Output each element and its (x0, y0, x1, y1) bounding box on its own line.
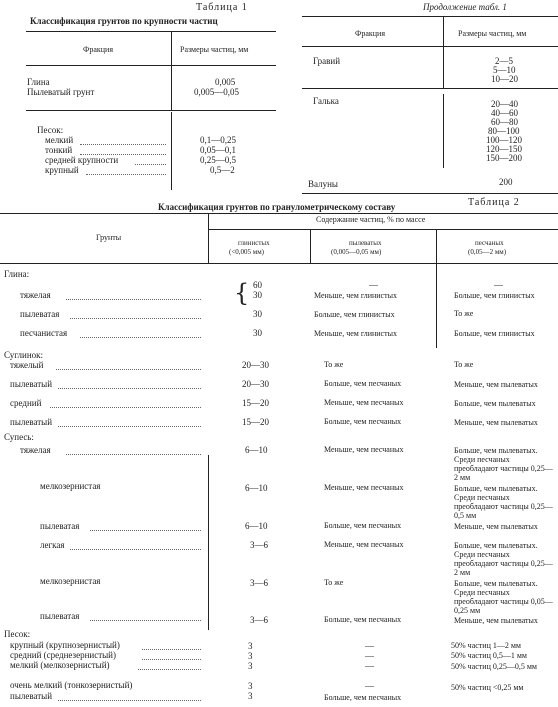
silt-value: Меньше, чем песчаных (324, 540, 404, 549)
sand-value: — (494, 280, 503, 290)
cont-row-size: 80—100 (488, 126, 520, 136)
group-label: Глина: (4, 269, 30, 279)
sand-value: 50% частиц 1—2 мм (451, 641, 521, 650)
table1-row-name: Пылеватый грунт (27, 87, 95, 97)
row-name: мелкозернистая (40, 576, 101, 586)
leader-dots (58, 700, 201, 701)
cont-row-name: Гравий (313, 56, 341, 66)
cont-row-size: 10—20 (491, 74, 518, 84)
clay-value: 3 (248, 661, 253, 671)
cont-rule (302, 88, 558, 89)
clay-value: 15—20 (242, 417, 269, 427)
silt-value: Меньше, чем глинистых (314, 291, 397, 300)
table1-row-size: 0,5—2 (210, 165, 235, 175)
group-label: Суглинок: (4, 350, 44, 360)
table1-row-size: 0,1—0,25 (200, 135, 236, 145)
sand-value: Больше, чем пылеватых. Среди песчаных преобладают частицы 0,25—0,5 мм (454, 484, 553, 520)
table2-sub-sand: песчаных (475, 239, 504, 247)
table1-row-name: Глина (27, 77, 50, 87)
table1-col-divider-a (171, 65, 172, 110)
sand-value: То же (454, 309, 474, 318)
table1-header-rule (26, 65, 276, 66)
cont-row-size: 2—5 (495, 56, 513, 66)
sand-value: Меньше, чем пылеватых (454, 616, 538, 625)
leader-dots (56, 369, 201, 370)
table1-row-name: средней крупности (45, 155, 119, 165)
table2-col-divider (208, 455, 209, 630)
table1-col-divider-b (171, 112, 172, 190)
cont-row-size: 120—150 (486, 144, 522, 154)
group-label: Песок: (4, 629, 31, 639)
clay-value: 3 (248, 651, 253, 661)
clay-value: 20—30 (242, 360, 269, 370)
silt-value: Больше, чем песчаных (324, 417, 402, 426)
leader-dots (58, 388, 201, 389)
cont-row-size: 100—120 (486, 135, 522, 145)
table1-top-rule (26, 31, 276, 32)
clay-value: 20—30 (242, 379, 269, 389)
sand-value: Меньше, чем пылеватых (454, 522, 538, 531)
leader-dots (90, 620, 201, 621)
cont-header-rule (302, 46, 558, 47)
leader-dots (138, 669, 201, 670)
leader-dots (142, 649, 201, 650)
cont-row-name: Валуны (308, 179, 338, 189)
cont-row-size: 150—200 (486, 153, 522, 163)
leader-dots (58, 426, 201, 427)
sand-value: 50% частиц 0,5—1 мм (451, 651, 527, 660)
table1-header-divider (171, 31, 172, 66)
silt-value: Меньше, чем глинистых (314, 329, 397, 338)
row-name: тяжелая (20, 290, 51, 300)
sand-value: То же (454, 360, 474, 369)
silt-value: То же (324, 360, 344, 369)
cont-row-name: Галька (313, 96, 339, 106)
table2-sub-silt: пылеватых (349, 239, 382, 247)
sand-value: Больше, чем глинистых (454, 329, 535, 338)
table2-header-divider-3 (436, 230, 437, 263)
clay-value: 6—10 (245, 445, 268, 455)
clay-value: 6—10 (245, 521, 268, 531)
clay-value: 3 (248, 681, 253, 691)
sand-value: Больше, чем пылеватых. Среди песчаных преобладают частицы 0,05—0,25 мм (454, 579, 553, 615)
table2-sub-sand-range: (0,05—2 мм) (468, 248, 507, 256)
silt-value: Больше, чем глинистых (314, 310, 395, 319)
cont-row-size: 5—10 (493, 65, 516, 75)
table2-sub-clay: глинистых (238, 239, 270, 247)
table1-row-size: 0,005 (215, 77, 236, 87)
silt-value: Больше, чем песчаных (324, 521, 402, 530)
sand-value: 50% частиц <0,25 мм (451, 683, 524, 692)
sand-value: Меньше, чем пылеватых (454, 418, 538, 427)
row-name: пылеватая (20, 309, 60, 319)
silt-value: — (365, 641, 374, 651)
clay-value: 60 (253, 280, 262, 290)
leader-dots (50, 407, 201, 408)
table1-row-size: 0,05—0,1 (200, 145, 236, 155)
silt-value: Больше, чем песчаных (324, 615, 402, 624)
cont-row-size: 20—40 (491, 99, 518, 109)
sand-value: Больше, чем пылеватых. Среди песчаных преобладают частицы 0,25—2 мм (454, 446, 553, 482)
leader-dots (70, 549, 201, 550)
row-name: легкая (40, 540, 65, 550)
table2-header-divider-2 (310, 230, 311, 263)
row-name: очень мелкий (тонкозернистый) (10, 680, 133, 690)
table2-sub-clay-range: (<0,005 мм) (229, 248, 264, 256)
table2-col-divider (436, 263, 437, 348)
silt-value: — (369, 280, 378, 290)
clay-value: 3—6 (250, 540, 268, 550)
silt-value: Меньше, чем песчаных (324, 445, 404, 454)
row-name: пылеватый (10, 379, 53, 389)
table1-group-sand: Песок: (37, 125, 64, 135)
row-name: средний (среднезернистый) (10, 650, 116, 660)
table1-continuation: Продолжение табл. 1 (423, 2, 507, 12)
table1-row-size: 0,005—0,05 (194, 87, 239, 97)
leader-dots (70, 318, 201, 319)
clay-value: 3—6 (250, 615, 268, 625)
sand-value: Меньше, чем пылеватых (454, 380, 538, 389)
cont-col-divider-a (443, 46, 444, 88)
leader-dots (66, 454, 201, 455)
table1-row-name: мелкий (45, 135, 74, 145)
cont-bottom-rule (302, 193, 558, 194)
clay-value: 3 (248, 691, 253, 701)
silt-value: — (365, 661, 374, 671)
cont-header-divider (443, 16, 444, 46)
table2-top-rule (0, 213, 558, 214)
table1-title: Классификация грунтов по крупности частиц (30, 16, 218, 26)
table1-number: Таблица 1 (196, 2, 248, 13)
sand-value: Больше, чем пылеватых (454, 399, 536, 408)
leader-dots (135, 164, 166, 165)
table1-rule (26, 110, 276, 111)
sand-value: Больше, чем глинистых (454, 291, 535, 300)
row-name: песчанистая (20, 328, 68, 338)
row-name: средний (10, 398, 42, 408)
table2-title: Классификация грунтов по гранулометрическому составу (158, 202, 396, 212)
clay-value: 6—10 (245, 483, 268, 493)
leader-dots (90, 530, 201, 531)
silt-value: — (365, 681, 374, 691)
table2-col-soils: Грунты (96, 233, 122, 242)
table1-col-fraction: Фракция (83, 45, 113, 54)
clay-value: 3 (248, 641, 253, 651)
clay-value: 3—6 (250, 578, 268, 588)
table1-row-name: тонкий (45, 145, 73, 155)
table2-subheader-rule (208, 229, 558, 230)
row-name: тяжелая (20, 445, 51, 455)
cont-col-size: Размеры частиц, мм (458, 29, 527, 38)
row-name: пылеватая (40, 611, 80, 621)
table1-row-name: крупный (45, 165, 79, 175)
sand-value: 50% частиц 0,25—0,5 мм (451, 662, 537, 671)
leader-dots (86, 174, 166, 175)
clay-value: 30 (253, 328, 262, 338)
silt-value: Больше, чем песчаных (324, 379, 402, 388)
clay-value: 30 (253, 309, 262, 319)
table2-number: Таблица 2 (468, 197, 520, 208)
row-name: мелкозернистая (40, 481, 101, 491)
table2-header-rule (0, 263, 558, 264)
clay-value: 30 (253, 290, 262, 300)
leader-dots (142, 659, 201, 660)
silt-value: — (365, 651, 374, 661)
row-name: крупный (крупнозернистый) (10, 640, 120, 650)
silt-value: Больше, чем песчаных (324, 693, 402, 702)
table2-col-content: Содержание частиц, % по массе (316, 215, 426, 224)
row-name: пылеватый (10, 691, 53, 701)
row-name: тяжелый (10, 360, 44, 370)
silt-value: Меньше, чем песчаных (324, 398, 404, 407)
silt-value: То же (324, 578, 344, 587)
cont-col-divider-b (443, 94, 444, 168)
table1-col-size: Размеры частиц, мм (180, 45, 249, 54)
table1-row-size: 0,25—0,5 (200, 155, 236, 165)
row-name: пылеватый (10, 417, 53, 427)
sand-value: Больше, чем пылеватых. Среди песчаных преобладают частицы 0,25—2 мм (454, 541, 553, 577)
group-label: Супесь: (4, 432, 34, 442)
cont-col-fraction: Фракция (355, 29, 385, 38)
leader-dots (80, 144, 166, 145)
leader-dots (80, 337, 201, 338)
cont-row-size: 40—60 (491, 108, 518, 118)
cont-row-size: 200 (499, 177, 513, 187)
clay-value: 15—20 (242, 398, 269, 408)
row-name: пылеватая (40, 521, 80, 531)
leader-dots (66, 299, 201, 300)
silt-value: Меньше, чем песчаных (324, 483, 404, 492)
cont-row-size: 60—80 (491, 117, 518, 127)
table2-header-divider-1 (208, 213, 209, 263)
table2-sub-silt-range: (0,005—0,05 мм) (331, 248, 382, 256)
cont-top-rule (302, 16, 558, 17)
brace: { (234, 279, 250, 307)
row-name: мелкий (мелкозернистый) (10, 660, 110, 670)
